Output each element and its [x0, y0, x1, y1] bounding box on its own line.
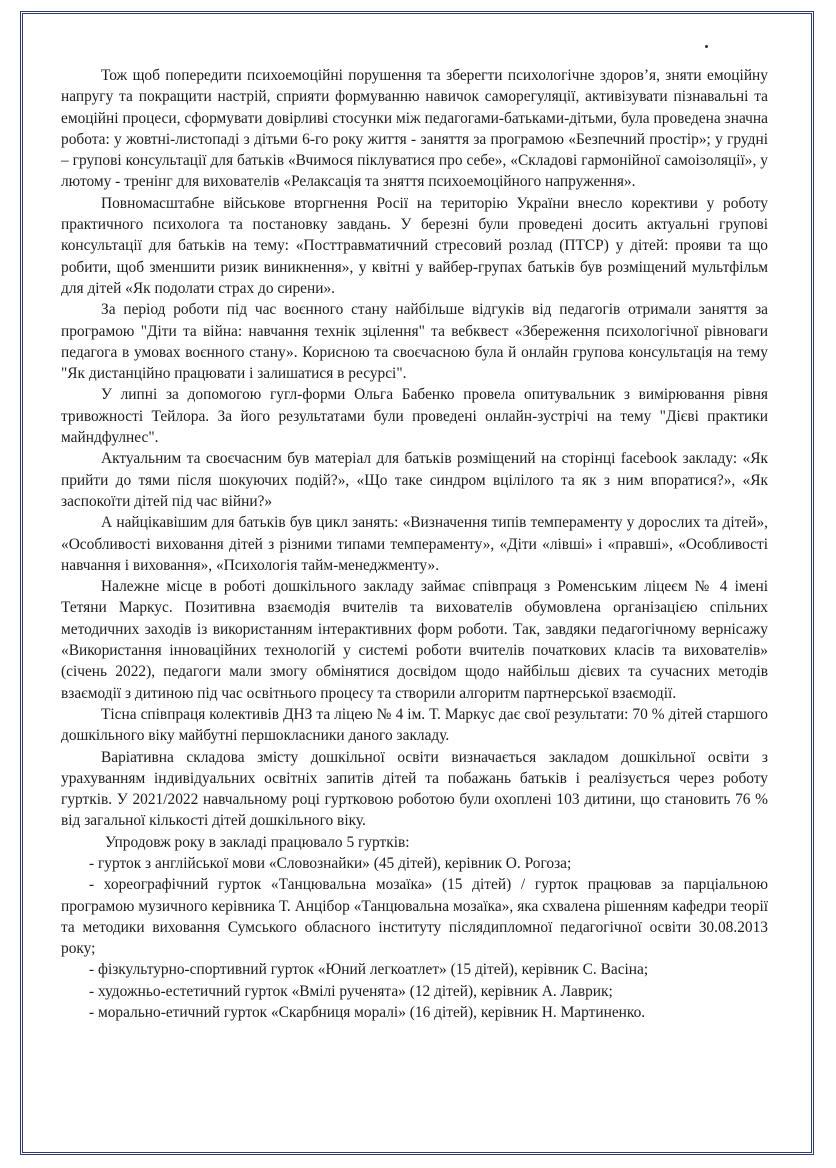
paragraph-facebook: Актуальним та своєчасним був матеріал для батьків розміщений на сторінці facebook закладу: «Як прийти до тями після шокуючих подій?», «Що таке синдром вцілілого та як з ним впоратися?», «Як заспокоїти дітей під час війни?»: [61, 450, 768, 510]
list-item: - гурток з англійської мови «Словознайки» (45 дітей), керівник О. Рогоза;: [89, 854, 572, 872]
list-item: - хореографічний гурток «Танцювальна мозаїка» (15 дітей) / гурток працював за парціальною програмою музичного керівника Т. Анцібор «Танцювальна мозаїка», яка схвалена рішенням кафедри теорії та методики виховання Сумського обласного інституту післядипломної педагогічної освіти 30.08.2013 року;: [61, 876, 768, 958]
clubs-list: [61, 853, 768, 1023]
paragraph-martial-law: За період роботи під час воєнного стану найбільше відгуків від педагогів отримали заняття за програмою "Діти та війна: навчання технік зцілення" та вебквест «Збереження психологічної рівноваги педагога в умовах воєнного стану». Корисною та своєчасною була й онлайн групова консультація на тему "Як дистанційно працювати і залишатися в ресурсі".: [61, 301, 768, 383]
paragraph-taylor-survey: У липні за допомогою гугл-форми Ольга Бабенко провела опитувальник з вимірювання рівня тривожності Тейлора. За його результатами були проведені онлайн-зустрічі на тему "Дієві практики майндфулнес".: [61, 386, 768, 447]
list-item: - морально-етичний гурток «Скарбниця моралі» (16 дітей), керівник Н. Мартиненко.: [89, 1004, 646, 1022]
list-item: - художньо-естетичний гурток «Вмілі рученята» (12 дітей), керівник А. Лаврик;: [89, 982, 613, 1000]
list-item: - фізкультурно-спортивний гурток «Юний легкоатлет» (15 дітей), керівник С. Васіна;: [89, 961, 649, 979]
paragraph-war-invasion: Повномасштабне військове вторгнення Росії на територію України внесло корективи у роботу практичного психолога та постановку завдань. У березні були проведені досить актуальні групові консультації для батьків на тему: «Посттравматичний стресовий розлад (ПТСР) у дітей: прояви та що робити, щоб зменшити ризик виникнення», у квітні у вайбер-групах батьків був розміщений мультфільм для дітей «Як подолати страх до сирени».: [61, 194, 768, 297]
paragraph-variative: Варіативна складова змісту дошкільної освіти визначається закладом дошкільної освіти з урахуванням індивідуальних освітніх запитів дітей та побажань батьків і реалізується через роботу гуртків. У 2021/2022 навчальному році гуртковою роботою були охоплені 103 дитини, що становить 76 % від загальної кількості дітей дошкільного віку.: [61, 748, 768, 830]
paragraph-results: Тісна співпраця колективів ДНЗ та ліцею № 4 ім. Т. Маркус дає свої результати: 70 % дітей старшого дошкільного віку майбутні першокласники даного закладу.: [61, 705, 768, 745]
paragraph-lyceum-cooperation: Належне місце в роботі дошкільного закладу займає співпраця з Роменським ліцеєм № 4 імені Тетяни Маркус. Позитивна взаємодія вчителів та вихователів обумовлена організацією спільних методичних заходів із використанням інтерактивних форм роботи. Так, завдяки педагогічному вернісажу «Використання інноваційних технологій у системі роботи вчителів початкових класів та вихователів» (січень 2022), педагоги мали змогу обмінятися досвідом щодо найбільш дієвих та сучасних методів взаємодії з дитиною під час освітнього процесу та створили алгоритм партнерської взаємодії.: [61, 578, 768, 702]
list-heading: Упродовж року в закладі працювало 5 гуртків:: [105, 833, 410, 851]
scan-dot: [705, 45, 708, 48]
paragraph-temperament: А найцікавішим для батьків був цикл занять: «Визначення типів темпераменту у дорослих та дітей», «Особливості виховання дітей з різними типами темпераменту», «Діти «лівші» і «правші», «Особливості навчання і виховання», «Психологія тайм-менеджменту».: [61, 514, 768, 574]
document-body: [61, 65, 768, 1023]
paragraph-psycho-emotional: Тож щоб попередити психоемоційні порушення та зберегти психологічне здоров’я, зняти емоційну напругу та покращити настрій, сприяти формуванню навичок саморегуляції, активізувати пізнавальні та емоційні процеси, сформувати довірливі стосунки між педагогами-батьками-дітьми, була проведена значна робота: у жовтні-листопаді з дітьми 6-го року життя - заняття за програмою «Безпечний простір»; у грудні – групові консультації для батьків «Вчимося піклуватися про себе», «Складові гармонійної самоізоляції», у лютому - тренінг для вихователів «Релаксація та зняття психоемоційного напруження».: [61, 67, 768, 191]
